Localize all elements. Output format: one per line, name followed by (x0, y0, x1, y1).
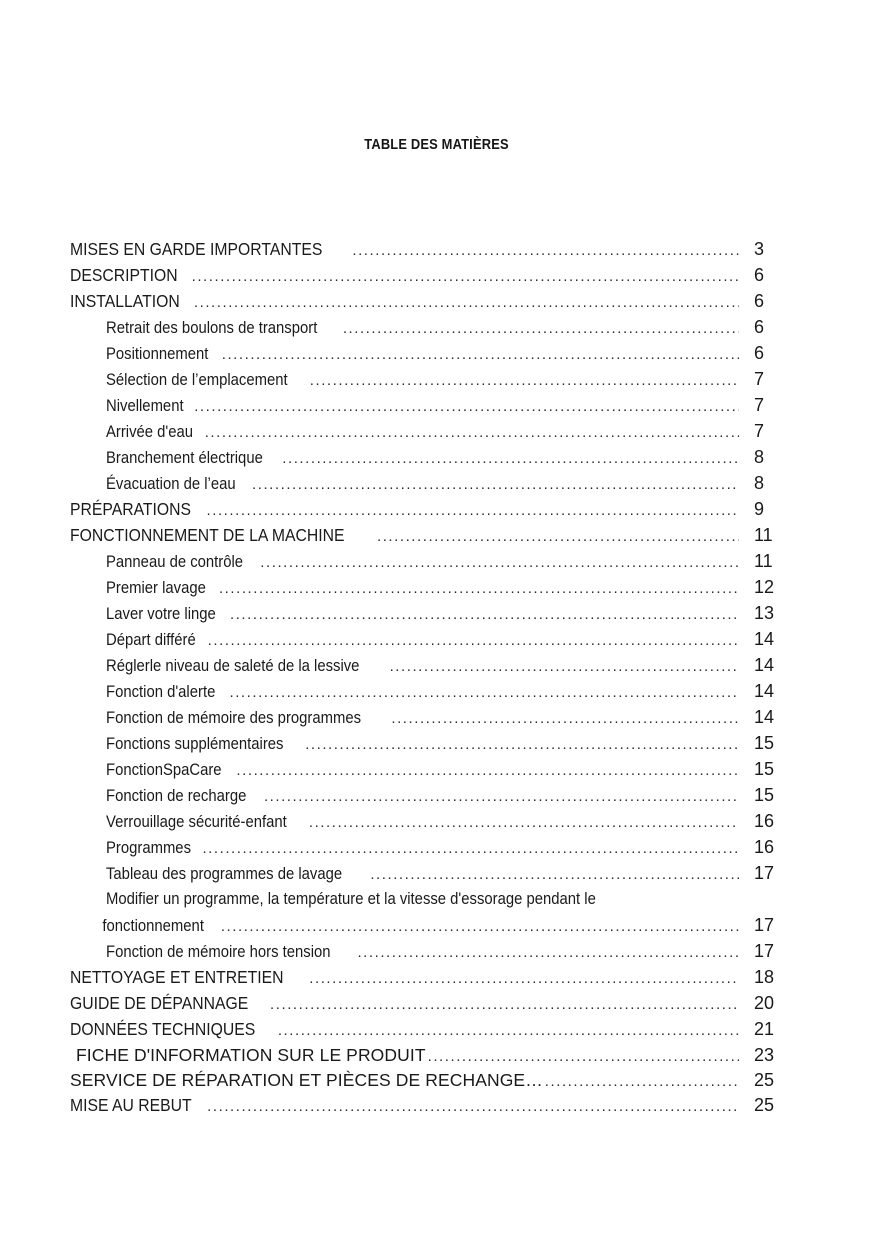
toc-entry-page: 6 (754, 291, 765, 311)
toc-entry-page: 25 (754, 1070, 775, 1090)
toc-dot-leader (377, 524, 739, 550)
toc-entry-page: 14 (754, 681, 775, 701)
toc-entry-label: Verrouillage sécurité-enfant (106, 813, 287, 831)
toc-entry-label: NETTOYAGE ET ENTRETIEN (70, 967, 284, 987)
toc-entry-label: Panneau de contrôle (106, 553, 244, 571)
toc-dot-leader (370, 862, 739, 888)
toc-entry-label: MISES EN GARDE IMPORTANTES (70, 239, 323, 259)
toc-dot-leader (229, 680, 739, 706)
toc-entry-label: PRÉPARATIONS (70, 499, 192, 519)
toc-entry-page: 15 (754, 759, 775, 779)
toc-entry-page: 13 (754, 603, 775, 623)
toc-entry[interactable] (70, 730, 810, 756)
toc-dot-leader (219, 576, 739, 602)
toc-entry-label: Premier lavage (106, 579, 206, 597)
toc-entry[interactable] (70, 574, 810, 600)
toc-entry-label: Branchement électrique (106, 449, 263, 467)
toc-entry-label: Départ différé (106, 631, 196, 649)
toc-entry-page: 3 (754, 239, 765, 259)
toc-dot-leader (202, 836, 739, 862)
toc-entry[interactable] (70, 1016, 810, 1042)
toc-entry[interactable] (70, 262, 810, 288)
toc-entry-label: DONNÉES TECHNIQUES (70, 1019, 256, 1039)
toc-entry[interactable] (70, 860, 810, 886)
toc-entry-page: 16 (754, 811, 775, 831)
toc-entry[interactable] (70, 600, 810, 626)
toc-entry[interactable] (70, 444, 810, 470)
toc-entry-label: Retrait des boulons de transport (106, 319, 318, 337)
toc-entry-label: Fonction de recharge (106, 787, 247, 805)
toc-entry-page: 21 (754, 1019, 775, 1039)
toc-dot-leader (309, 810, 739, 836)
toc-entry[interactable] (70, 1068, 810, 1093)
toc-dot-leader (352, 238, 739, 264)
toc-entry-page: 7 (754, 421, 765, 441)
toc-dot-leader (357, 940, 739, 966)
toc-entry[interactable] (70, 626, 810, 652)
toc-dot-leader (428, 1044, 739, 1070)
toc-entry-label: INSTALLATION (70, 291, 180, 311)
toc-entry-label: Sélection de l’emplacement (106, 371, 288, 389)
toc-entry-page: 14 (754, 655, 775, 675)
toc-entry-page: 11 (754, 551, 773, 571)
toc-dot-leader (310, 368, 739, 394)
toc-entry-label: Nivellement (106, 397, 184, 415)
table-of-contents (70, 236, 810, 1118)
toc-entry-page: 25 (754, 1095, 775, 1115)
toc-entry[interactable] (70, 314, 810, 340)
toc-entry-label: FICHE D'INFORMATION SUR LE PRODUIT (76, 1045, 426, 1065)
toc-entry[interactable] (70, 756, 810, 782)
toc-entry-page: 23 (754, 1045, 775, 1065)
toc-entry[interactable] (70, 938, 810, 964)
toc-dot-leader (252, 472, 739, 498)
toc-entry-wrapped-line2[interactable] (70, 912, 810, 938)
toc-entry-label: Arrivée d'eau (106, 423, 194, 441)
toc-entry-label: Modifier un programme, la température et la vitesse d'essorage pendant le (106, 890, 596, 908)
toc-entry-page: 15 (754, 785, 775, 805)
toc-dot-leader (236, 758, 739, 784)
toc-entry[interactable] (70, 808, 810, 834)
page-title: TABLE DES MATIÈRES (364, 136, 509, 153)
toc-dot-leader (221, 914, 739, 940)
toc-entry-page: 18 (754, 967, 775, 987)
toc-entry-page: 9 (754, 499, 765, 519)
toc-entry-label: Positionnement (106, 345, 209, 363)
toc-entry[interactable] (70, 704, 810, 730)
toc-entry-page: 7 (754, 369, 765, 389)
toc-dot-leader (194, 394, 739, 420)
toc-dot-leader (194, 290, 739, 316)
toc-entry[interactable] (70, 548, 810, 574)
toc-entry-page: 15 (754, 733, 775, 753)
toc-entry[interactable] (70, 288, 810, 314)
toc-entry[interactable] (70, 522, 810, 548)
toc-entry-label: DESCRIPTION (70, 265, 178, 285)
toc-entry-label: SERVICE DE RÉPARATION ET PIÈCES DE RECHANGE… (70, 1070, 543, 1090)
toc-entry-label: fonctionnement (102, 917, 204, 935)
toc-entry-wrapped-line1[interactable] (70, 886, 810, 912)
toc-dot-leader (260, 550, 739, 576)
toc-entry-label: Évacuation de l’eau (106, 475, 236, 493)
toc-dot-leader (205, 420, 739, 446)
toc-entry[interactable] (70, 678, 810, 704)
toc-entry-label: Fonction de mémoire hors tension (106, 943, 331, 961)
toc-entry-page: 17 (754, 863, 775, 883)
toc-entry-page: 20 (754, 993, 775, 1013)
toc-dot-leader (305, 732, 739, 758)
toc-dot-leader (222, 342, 739, 368)
toc-dot-leader (192, 264, 739, 290)
toc-dot-leader (391, 706, 739, 732)
toc-entry-label: Fonction d'alerte (106, 683, 216, 701)
toc-entry-page: 14 (754, 707, 775, 727)
toc-entry-label: MISE AU REBUT (70, 1095, 192, 1115)
toc-dot-leader (208, 628, 739, 654)
toc-entry[interactable] (70, 470, 810, 496)
toc-entry[interactable] (70, 392, 810, 418)
toc-dot-leader (270, 992, 739, 1018)
toc-entry-page: 14 (754, 629, 775, 649)
toc-entry-label: Laver votre linge (106, 605, 216, 623)
toc-entry-page: 12 (754, 577, 775, 597)
toc-entry-page: 6 (754, 317, 765, 337)
toc-entry[interactable] (70, 1093, 810, 1118)
toc-entry[interactable] (70, 990, 810, 1016)
toc-entry[interactable] (70, 496, 810, 522)
toc-entry[interactable] (70, 782, 810, 808)
toc-dot-leader (264, 784, 739, 810)
toc-entry[interactable] (70, 1042, 810, 1068)
toc-entry-page: 16 (754, 837, 775, 857)
toc-entry[interactable] (70, 964, 810, 990)
toc-entry-page: 17 (754, 915, 775, 935)
toc-entry-label: GUIDE DE DÉPANNAGE (70, 993, 249, 1013)
toc-entry[interactable] (70, 418, 810, 444)
toc-entry-label: Programmes (106, 839, 192, 857)
toc-entry-label: Réglerle niveau de saleté de la lessive (106, 657, 360, 675)
toc-dot-leader (282, 446, 739, 472)
toc-entry-label: FonctionSpaCare (106, 761, 222, 779)
toc-dot-leader (207, 1094, 739, 1120)
toc-dot-leader (390, 654, 739, 680)
toc-entry[interactable] (70, 834, 810, 860)
toc-entry-page: 11 (754, 525, 773, 545)
toc-entry-page: 8 (754, 473, 765, 493)
toc-entry[interactable] (70, 340, 810, 366)
toc-entry-page: 6 (754, 265, 765, 285)
toc-entry-page: 17 (754, 941, 775, 961)
toc-entry[interactable] (70, 652, 810, 678)
toc-dot-leader (309, 966, 739, 992)
toc-dot-leader (278, 1018, 739, 1044)
toc-dot-leader (230, 602, 739, 628)
toc-entry-page: 7 (754, 395, 765, 415)
toc-entry-page: 8 (754, 447, 765, 467)
toc-entry-page: 6 (754, 343, 765, 363)
toc-entry-label: Tableau des programmes de lavage (106, 865, 343, 883)
toc-entry-label: Fonction de mémoire des programmes (106, 709, 362, 727)
toc-dot-leader (343, 316, 739, 342)
toc-entry-label: FONCTIONNEMENT DE LA MACHINE (70, 525, 345, 545)
toc-entry-label: Fonctions supplémentaires (106, 735, 284, 753)
toc-entry[interactable] (70, 366, 810, 392)
toc-entry[interactable] (70, 236, 810, 262)
toc-dot-leader (207, 498, 739, 524)
toc-dot-leader (545, 1069, 739, 1095)
